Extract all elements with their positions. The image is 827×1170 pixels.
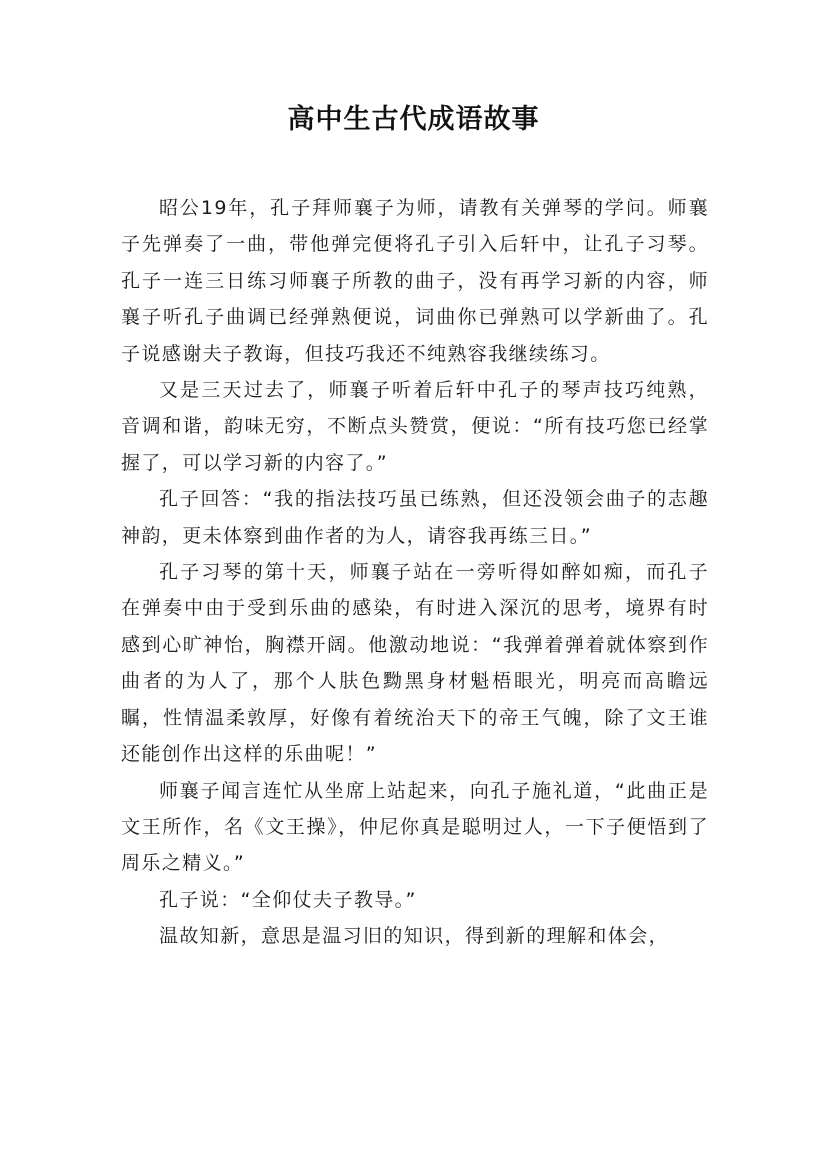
paragraph: 孔子说：“全仰仗夫子教导。”	[159, 888, 417, 911]
paragraph: 孔子习琴的第十天，师襄子站在一旁听得如醉如痴，而孔子在弹奏中由于受到乐曲的感染，有时进入深沉的思考，境界有时感到心旷神怡，胸襟开阔。他激动地说：“我弹着弹着就体察到作曲者的为人了，那个人肤色黝黑身材魁梧眼光，明亮而高瞻远瞩，性情温柔敦厚，好像有着统治天下的帝王气魄，除了文王谁还能创作出这样的乐曲呢！”	[121, 561, 709, 766]
paragraph: 师襄子闻言连忙从坐席上站起来，向孔子施礼道，“此曲正是文王所作，名《文王操》，仲尼你真是聪明过人，一下子便悟到了周乐之精义。”	[121, 779, 709, 875]
paragraph: 孔子回答：“我的指法技巧虽已练熟，但还没领会曲子的志趣神韵，更未体察到曲作者的为人，请容我再练三日。”	[121, 488, 709, 547]
paragraph: 温故知新，意思是温习旧的知识，得到新的理解和体会，	[159, 925, 670, 948]
paragraph: 又是三天过去了，师襄子听着后轩中孔子的琴声技巧纯熟，音调和谐，韵味无穷，不断点头赞赏，便说：“所有技巧您已经掌握了，可以学习新的内容了。”	[121, 379, 709, 474]
paragraph: 昭公19年，孔子拜师襄子为师，请教有关弹琴的学问。师襄子先弹奏了一曲，带他弹完便将孔子引入后轩中，让孔子习琴。孔子一连三日练习师襄子所教的曲子，没有再学习新的内容，师襄子听孔子曲调已经弹熟便说，词曲你已弹熟可以学新曲了。孔子说感谢夫子教诲，但技巧我还不纯熟容我继续练习。	[121, 197, 709, 365]
document-body	[121, 190, 709, 955]
document-title: 高中生古代成语故事	[287, 104, 540, 135]
